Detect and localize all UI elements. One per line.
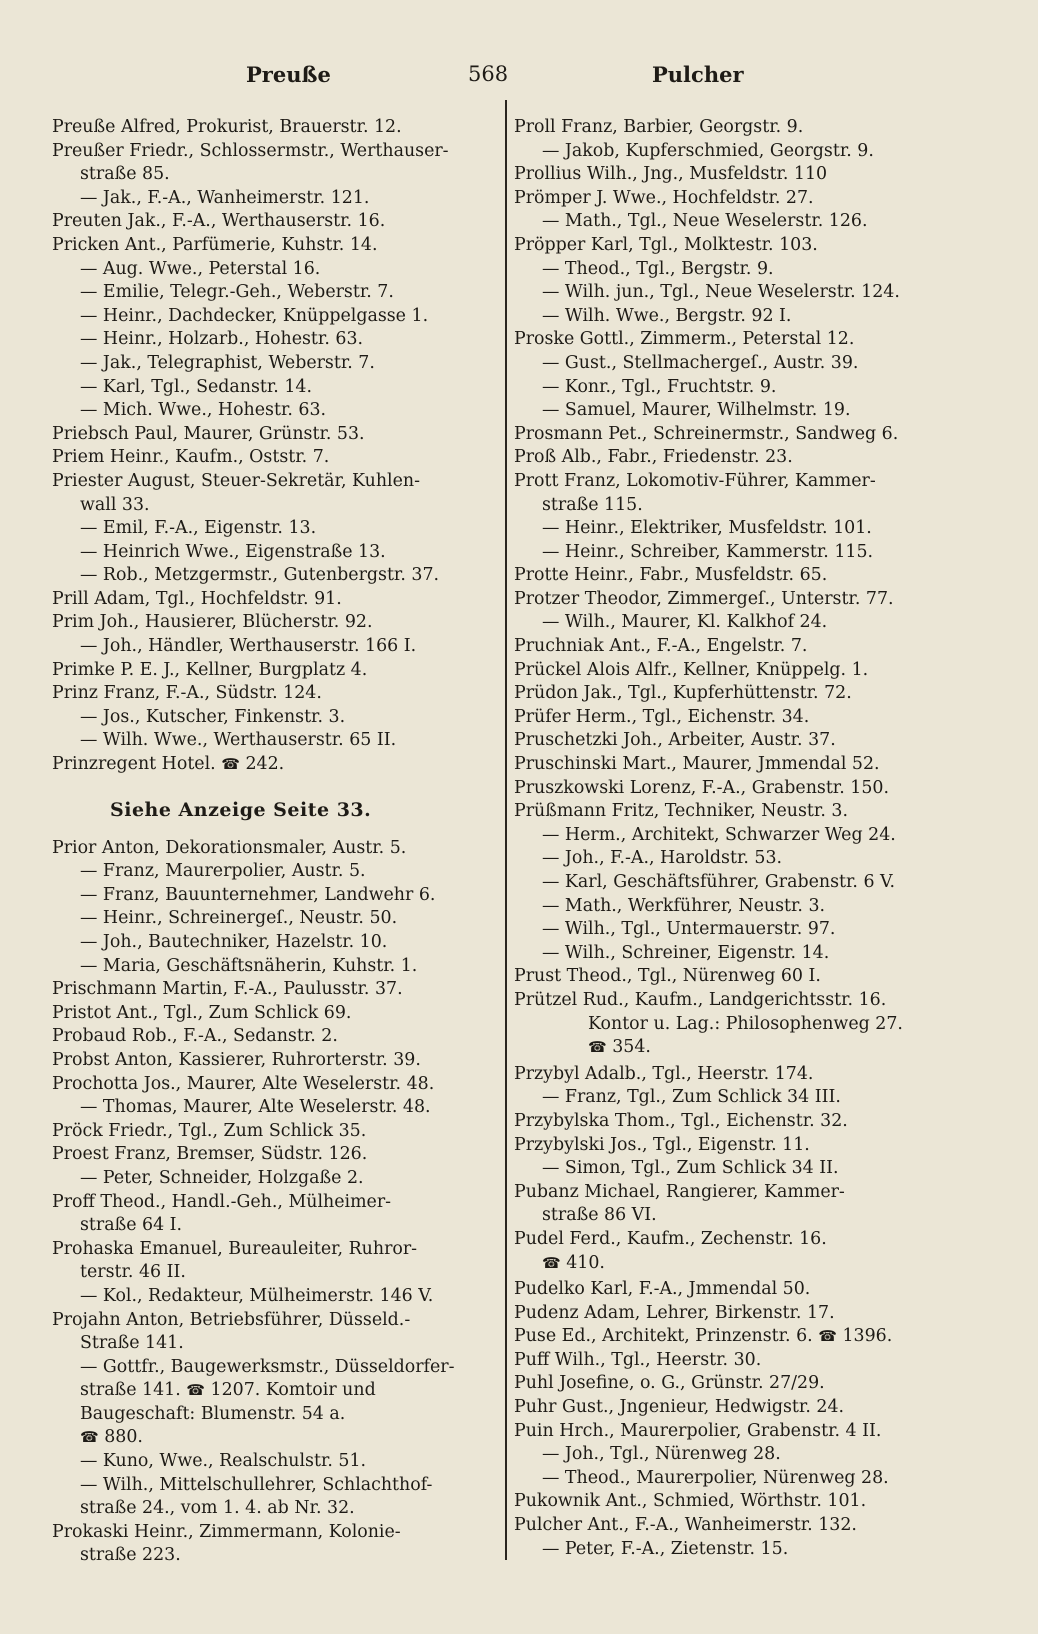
phone-number: 410. bbox=[566, 1252, 605, 1273]
entry: — Karl, Geschäftsführer, Grabenstr. 6 V. bbox=[542, 872, 896, 892]
entry: Prüfer Herm., Tgl., Eichenstr. 34. bbox=[514, 706, 810, 727]
entry: Pröpper Karl, Tgl., Molktestr. 103. bbox=[514, 234, 818, 255]
page-number: 568 bbox=[468, 62, 509, 86]
entry-text: Prinzregent Hotel. bbox=[52, 754, 216, 775]
entry: Puin Hrch., Maurerpolier, Grabenstr. 4 II. bbox=[514, 1420, 882, 1441]
entry: Preuße Alfred, Prokurist, Brauerstr. 12. bbox=[52, 117, 402, 137]
entry: Pubanz Michael, Rangierer, Kammer- bbox=[514, 1181, 845, 1202]
entry: — Rob., Metzgermstr., Gutenbergstr. 37. bbox=[80, 565, 440, 586]
entry: Prott Franz, Lokomotiv-Führer, Kammer- bbox=[514, 470, 876, 491]
entry: Proß Alb., Fabr., Friedenstr. 23. bbox=[514, 447, 793, 468]
entry: Przybylski Jos., Tgl., Eigenstr. 11. bbox=[514, 1134, 810, 1155]
column-divider bbox=[505, 100, 507, 1560]
entry: Puhr Gust., Jngenieur, Hedwigstr. 24. bbox=[514, 1397, 845, 1418]
left-column bbox=[52, 116, 504, 1568]
telephone-icon: ☎ bbox=[80, 1428, 99, 1447]
entry: — Konr., Tgl., Fruchtstr. 9. bbox=[542, 376, 777, 397]
entry: — Theod., Maurerpolier, Nürenweg 28. bbox=[542, 1467, 889, 1488]
entry: — Gust., Stellmachergeſ., Austr. 39. bbox=[542, 352, 859, 373]
entry: Prohaska Emanuel, Bureauleiter, Ruhror- bbox=[52, 1238, 418, 1259]
phone-number: 1396. bbox=[842, 1326, 893, 1347]
entry: wall 33. bbox=[80, 494, 150, 515]
entry: Prim Joh., Hausierer, Blücherstr. 92. bbox=[52, 612, 373, 633]
entry: — Heinr., Schreinergeſ., Neustr. 50. bbox=[80, 908, 398, 929]
entry: — Franz, Bauunternehmer, Landwehr 6. bbox=[80, 884, 436, 905]
entry-text: 1207. Komtoir und bbox=[210, 1380, 376, 1401]
entry: Puhl Josefine, o. G., Grünstr. 27/29. bbox=[514, 1373, 825, 1394]
entry: — Heinr., Elektriker, Musfeldstr. 101. bbox=[542, 518, 872, 539]
entry: — Herm., Architekt, Schwarzer Weg 24. bbox=[542, 824, 896, 845]
entry: Proll Franz, Barbier, Georgstr. 9. bbox=[514, 117, 804, 137]
entry: — Jak., F.-A., Wanheimerstr. 121. bbox=[80, 187, 370, 208]
entry: Prust Theod., Tgl., Nürenweg 60 I. bbox=[514, 966, 821, 987]
entry: Protte Heinr., Fabr., Musfeldstr. 65. bbox=[514, 565, 828, 586]
entry: Przybylska Thom., Tgl., Eichenstr. 32. bbox=[514, 1110, 848, 1131]
entry-text: Puse Ed., Architekt, Prinzenstr. 6. bbox=[514, 1326, 813, 1347]
entry: Prischmann Martin, F.-A., Paulusstr. 37. bbox=[52, 979, 403, 1000]
entry: — Joh., F.-A., Haroldstr. 53. bbox=[542, 848, 783, 869]
entry-continued bbox=[514, 1036, 944, 1060]
entry: Priem Heinr., Kaufm., Oststr. 7. bbox=[52, 447, 330, 468]
entry: Pudel Ferd., Kaufm., Zechenstr. 16. bbox=[514, 1228, 827, 1249]
entry: Pulcher Ant., F.-A., Wanheimerstr. 132. bbox=[514, 1515, 857, 1536]
entry: straße 24., vom 1. 4. ab Nr. 32. bbox=[80, 1498, 355, 1519]
entry-puse bbox=[514, 1325, 944, 1349]
advertisement-note: Siehe Anzeige Seite 33. bbox=[110, 798, 372, 821]
entry: — Wilh., Maurer, Kl. Kalkhof 24. bbox=[542, 612, 828, 633]
entry: — Franz, Tgl., Zum Schlick 34 III. bbox=[542, 1087, 841, 1108]
entry: — Thomas, Maurer, Alte Weselerstr. 48. bbox=[80, 1097, 431, 1118]
entry: Pruschetzki Joh., Arbeiter, Austr. 37. bbox=[514, 730, 836, 751]
entry: — Wilh., Schreiner, Eigenstr. 14. bbox=[542, 942, 830, 963]
entry: straße 86 VI. bbox=[542, 1205, 657, 1226]
telephone-icon: ☎ bbox=[588, 1038, 607, 1057]
entry-continued bbox=[514, 1252, 944, 1276]
entry: Pristot Ant., Tgl., Zum Schlick 69. bbox=[52, 1002, 352, 1023]
entry: Preußer Friedr., Schlossermstr., Werthauser- bbox=[52, 140, 449, 161]
entry: terstr. 46 II. bbox=[80, 1262, 186, 1283]
entry: straße 85. bbox=[80, 164, 170, 185]
entry: Proff Theod., Handl.-Geh., Mülheimer- bbox=[52, 1191, 392, 1212]
entry: Pruschinski Mart., Maurer, Jmmendal 52. bbox=[514, 754, 880, 775]
entry: — Emil, F.-A., Eigenstr. 13. bbox=[80, 518, 317, 539]
header-right-keyword: Pulcher bbox=[652, 62, 744, 87]
entry: — Peter, Schneider, Holzgaße 2. bbox=[80, 1167, 364, 1188]
entry: Primke P. E. J., Kellner, Burgplatz 4. bbox=[52, 659, 368, 680]
entry: — Aug. Wwe., Peterstal 16. bbox=[80, 258, 321, 279]
entry: — Heinr., Schreiber, Kammerstr. 115. bbox=[542, 541, 874, 562]
entry: Preuten Jak., F.-A., Werthauserstr. 16. bbox=[52, 211, 386, 232]
entry: Straße 141. bbox=[80, 1333, 184, 1354]
entry: Prömper J. Wwe., Hochfeldstr. 27. bbox=[514, 187, 814, 208]
entry: Probaud Rob., F.-A., Sedanstr. 2. bbox=[52, 1026, 338, 1047]
entry: Proest Franz, Bremser, Südstr. 126. bbox=[52, 1144, 368, 1165]
phone-number: 354. bbox=[612, 1037, 651, 1058]
entry: — Peter, F.-A., Zietenstr. 15. bbox=[542, 1538, 789, 1559]
telephone-icon: ☎ bbox=[186, 1381, 205, 1400]
entry: — Kol., Redakteur, Mülheimerstr. 146 V. bbox=[80, 1285, 434, 1306]
entry: Prollius Wilh., Jng., Musfeldstr. 110 bbox=[514, 164, 828, 185]
telephone-icon: ☎ bbox=[542, 1253, 561, 1272]
entry: straße 64 I. bbox=[80, 1215, 183, 1236]
entry: — Heinrich Wwe., Eigenstraße 13. bbox=[80, 541, 386, 562]
entry: — Wilh. Wwe., Werthauserstr. 65 II. bbox=[80, 730, 397, 751]
entry: Prochotta Jos., Maurer, Alte Weselerstr. 48. bbox=[52, 1073, 435, 1094]
entry: — Jos., Kutscher, Finkenstr. 3. bbox=[80, 706, 346, 727]
entry: — Maria, Geschäftsnäherin, Kuhstr. 1. bbox=[80, 955, 418, 976]
entry: Pudenz Adam, Lehrer, Birkenstr. 17. bbox=[514, 1302, 835, 1323]
entry: — Wilh., Mittelschullehrer, Schlachthof- bbox=[80, 1474, 433, 1495]
entry: — Joh., Bautechniker, Hazelstr. 10. bbox=[80, 932, 388, 952]
entry: — Samuel, Maurer, Wilhelmstr. 19. bbox=[542, 400, 851, 421]
telephone-icon: ☎ bbox=[818, 1327, 837, 1346]
entry: Pruchniak Ant., F.-A., Engelstr. 7. bbox=[514, 636, 808, 657]
entry: Prinz Franz, F.-A., Südstr. 124. bbox=[52, 683, 322, 704]
entry: — Math., Tgl., Neue Weselerstr. 126. bbox=[542, 211, 868, 232]
entry: Pricken Ant., Parfümerie, Kuhstr. 14. bbox=[52, 234, 378, 255]
entry: Prior Anton, Dekorationsmaler, Austr. 5. bbox=[52, 837, 407, 858]
entry: — Wilh. Wwe., Bergstr. 92 I. bbox=[542, 305, 792, 326]
entry-continued bbox=[52, 1379, 504, 1403]
entry: — Jak., Telegraphist, Weberstr. 7. bbox=[80, 352, 375, 373]
entry-hotel bbox=[52, 753, 504, 777]
entry: Prützel Rud., Kaufm., Landgerichtsstr. 16. bbox=[514, 989, 887, 1010]
entry: Probst Anton, Kassierer, Ruhrorterstr. 39. bbox=[52, 1049, 421, 1070]
entry: Prosmann Pet., Schreinermstr., Sandweg 6. bbox=[514, 423, 899, 444]
entry: — Franz, Maurerpolier, Austr. 5. bbox=[80, 861, 366, 882]
entry: — Mich. Wwe., Hohestr. 63. bbox=[80, 400, 327, 421]
entry: — Math., Werkführer, Neustr. 3. bbox=[542, 895, 826, 916]
entry: — Jakob, Kupferschmied, Georgstr. 9. bbox=[542, 140, 874, 161]
entry: — Heinr., Dachdecker, Knüppelgasse 1. bbox=[80, 305, 429, 326]
entry: — Emilie, Telegr.-Geh., Weberstr. 7. bbox=[80, 282, 394, 303]
entry: — Wilh., Tgl., Untermauerstr. 97. bbox=[542, 919, 836, 940]
page-header bbox=[0, 62, 1038, 98]
header-left-keyword: Preuße bbox=[246, 62, 331, 87]
entry: Protzer Theodor, Zimmergeſ., Unterstr. 77. bbox=[514, 588, 894, 609]
entry: Prückel Alois Alfr., Kellner, Knüppelg. 1. bbox=[514, 659, 869, 680]
entry: — Wilh. jun., Tgl., Neue Weselerstr. 124. bbox=[542, 282, 900, 303]
entry: Przybyl Adalb., Tgl., Heerstr. 174. bbox=[514, 1063, 814, 1084]
entry-text: straße 141. bbox=[80, 1380, 181, 1401]
entry: — Karl, Tgl., Sedanstr. 14. bbox=[80, 376, 313, 397]
entry: — Simon, Tgl., Zum Schlick 34 II. bbox=[542, 1158, 839, 1179]
entry: Prokaski Heinr., Zimmermann, Kolonie- bbox=[52, 1521, 401, 1542]
entry-continued bbox=[52, 1426, 504, 1450]
entry: — Heinr., Holzarb., Hohestr. 63. bbox=[80, 329, 364, 350]
entry: Pukownik Ant., Schmied, Wörthstr. 101. bbox=[514, 1491, 867, 1512]
entry: Prüdon Jak., Tgl., Kupferhüttenstr. 72. bbox=[514, 683, 852, 704]
right-column bbox=[514, 116, 944, 1561]
entry: Priebsch Paul, Maurer, Grünstr. 53. bbox=[52, 423, 365, 444]
entry: Prill Adam, Tgl., Hochfeldstr. 91. bbox=[52, 588, 342, 609]
phone-number: 880. bbox=[104, 1427, 143, 1448]
entry: Pröck Friedr., Tgl., Zum Schlick 35. bbox=[52, 1120, 367, 1141]
entry: Kontor u. Lag.: Philosophenweg 27. bbox=[588, 1013, 903, 1034]
entry: Priester August, Steuer-Sekretär, Kuhlen- bbox=[52, 470, 420, 491]
entry: straße 115. bbox=[542, 494, 643, 515]
telephone-icon: ☎ bbox=[221, 755, 240, 774]
entry: — Gottfr., Baugewerksmstr., Düsseldorfer- bbox=[80, 1356, 455, 1377]
entry: Baugeschaft: Blumenstr. 54 a. bbox=[80, 1403, 346, 1424]
entry: Prüßmann Fritz, Techniker, Neustr. 3. bbox=[514, 801, 848, 822]
entry: Pruszkowski Lorenz, F.-A., Grabenstr. 150. bbox=[514, 777, 889, 798]
entry: Puff Wilh., Tgl., Heerstr. 30. bbox=[514, 1349, 762, 1370]
phone-number: 242. bbox=[245, 754, 285, 775]
entry: — Joh., Tgl., Nürenweg 28. bbox=[542, 1444, 781, 1465]
entry: Projahn Anton, Betriebsführer, Düsseld.- bbox=[52, 1309, 411, 1330]
entry: Proske Gottl., Zimmerm., Peterstal 12. bbox=[514, 329, 855, 350]
entry: — Kuno, Wwe., Realschulstr. 51. bbox=[80, 1451, 367, 1472]
entry: Pudelko Karl, F.-A., Jmmendal 50. bbox=[514, 1279, 811, 1300]
entry: — Theod., Tgl., Bergstr. 9. bbox=[542, 258, 774, 279]
entry: — Joh., Händler, Werthauserstr. 166 I. bbox=[80, 636, 417, 657]
entry: straße 223. bbox=[80, 1545, 181, 1566]
